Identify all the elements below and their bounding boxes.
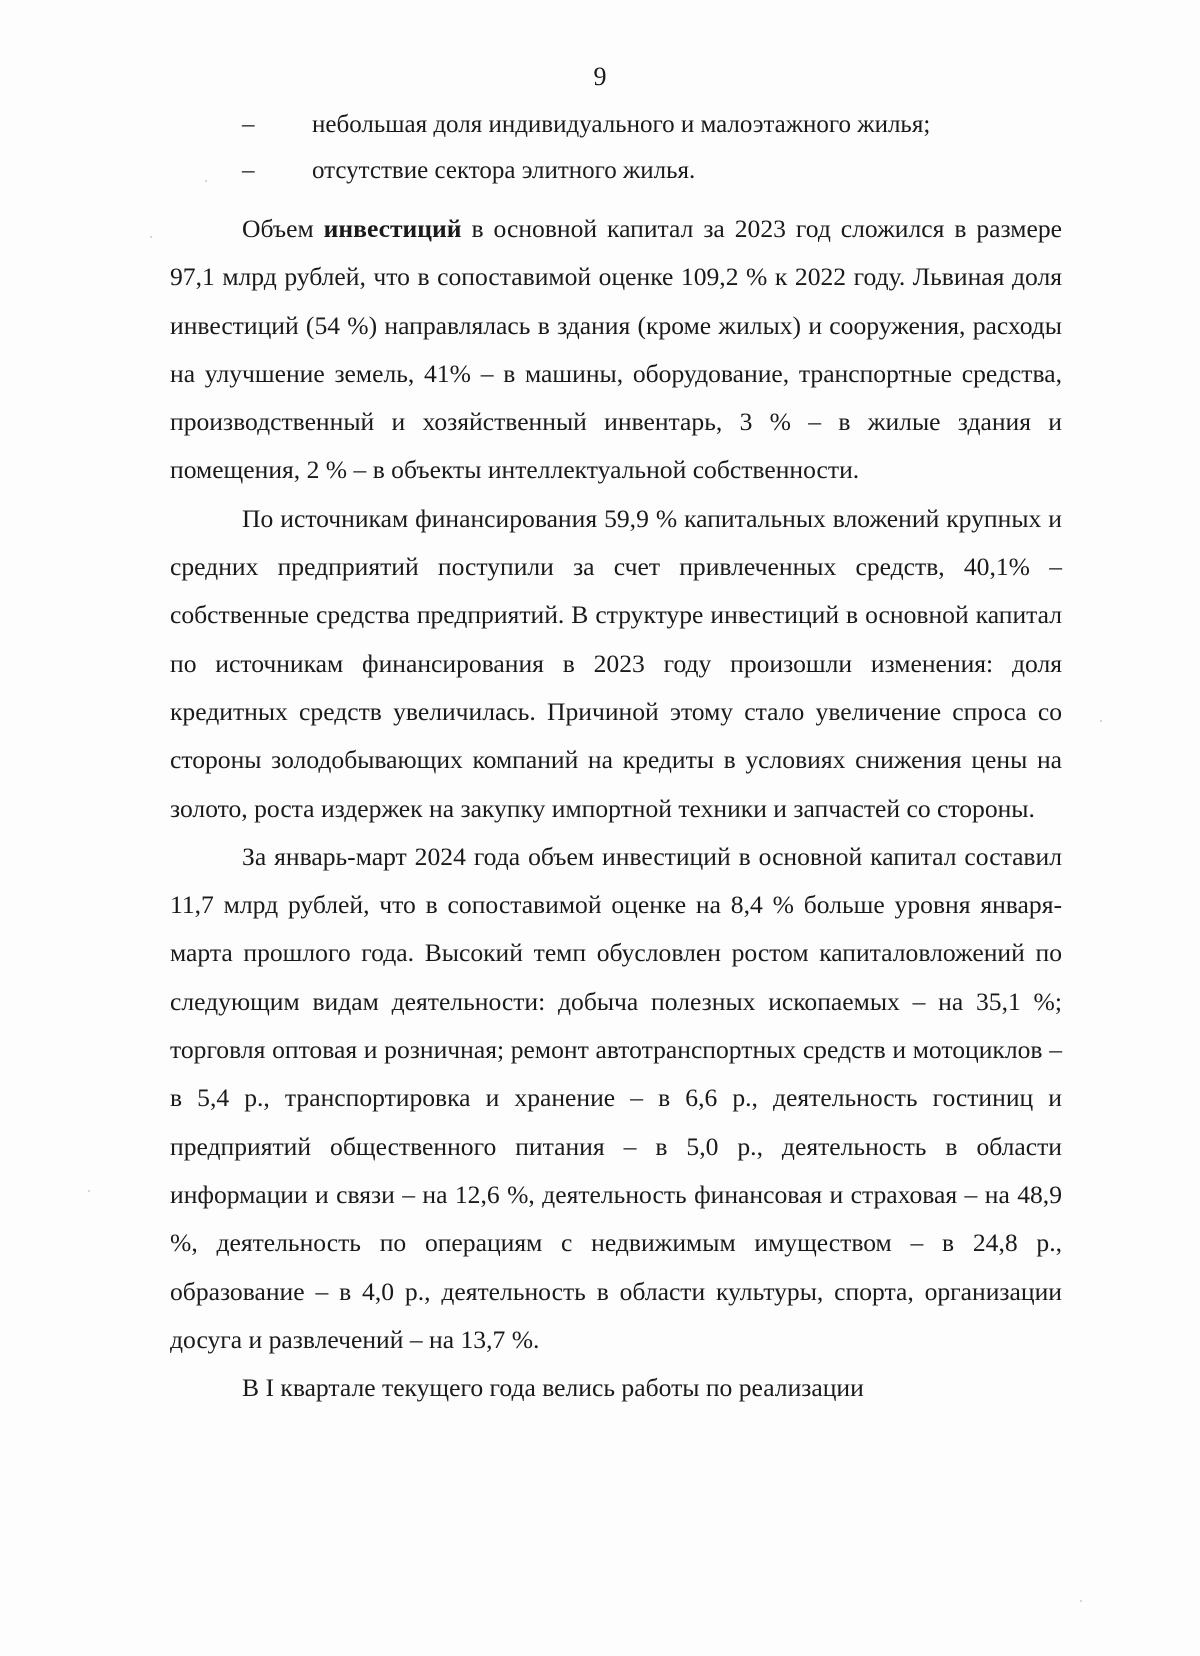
paragraph-rest: в основной капитал за 2023 год сложился в размере 97,1 млрд рублей, что в сопоставимой оценке 109,2 % к 2022 году. Львиная доля инвестиций (54 %) направлялась в здания (кроме жилых) и сооружения, расходы на улучшение земель, 41% – в машины, оборудование, транспортные средства, производственный и хозяйственный инвентарь, 3 % – в жилые здания и помещения, 2 % – в объекты интеллектуальной собственности. <box>170 214 1062 485</box>
scan-speck <box>1100 720 1102 722</box>
bullet-dash: – <box>242 111 255 138</box>
scan-speck <box>150 236 152 238</box>
paragraph-q1-works: В I квартале текущего года велись работы по реализации <box>242 1373 864 1403</box>
bullet-text: небольшая доля индивидуального и малоэтажного жилья; <box>312 111 931 138</box>
bold-term: инвестиций <box>323 214 462 243</box>
scan-speck <box>1080 1600 1082 1602</box>
page-number: 9 <box>593 62 607 91</box>
body-text <box>170 205 1062 1412</box>
paragraph-q1-investment: За январь-март 2024 года объем инвестиций в основной капитал составил 11,7 млрд рублей, что в сопоставимой оценке на 8,4 % больше уровня января-марта прошлого года. Высокий темп обусловлен ростом капиталовложений по следующим видам деятельности: добыча полезных ископаемых – на 35,1 %; торговля оптовая и розничная; ремонт автотранспортных средств и мотоциклов – в 5,4 р., транспортировка и хранение – в 6,6 р., деятельность гостиниц и предприятий общественного питания – в 5,0 р., деятельность в области информации и связи – на 12,6 %, деятельность финансовая и страховая – на 48,9 %, деятельность по операциям с недвижимым имуществом – в 24,8 р., образование – в 4,0 р., деятельность в области культуры, спорта, организации досуга и развлечений – на 13,7 %. <box>170 841 1062 1354</box>
scan-speck <box>205 180 207 182</box>
paragraph-investment-volume <box>170 205 1062 495</box>
scan-speck <box>88 1190 90 1192</box>
paragraph-lead: Объем <box>242 214 324 243</box>
paragraph-financing-sources: По источникам финансирования 59,9 % капитальных вложений крупных и средних предприятий поступили за счет привлеченных средств, 40,1% – собственные средства предприятий. В структуре инвестиций в основной капитал по источникам финансирования в 2023 году произошли изменения: доля кредитных средств увеличилась. Причиной этому стало увеличение спроса со стороны золодобывающих компаний на кредиты в условиях снижения цены на золото, роста издержек на закупку импортной техники и запчастей со стороны. <box>170 503 1062 823</box>
bullet-text: отсутствие сектора элитного жилья. <box>312 157 696 184</box>
bullet-dash: – <box>242 157 255 184</box>
